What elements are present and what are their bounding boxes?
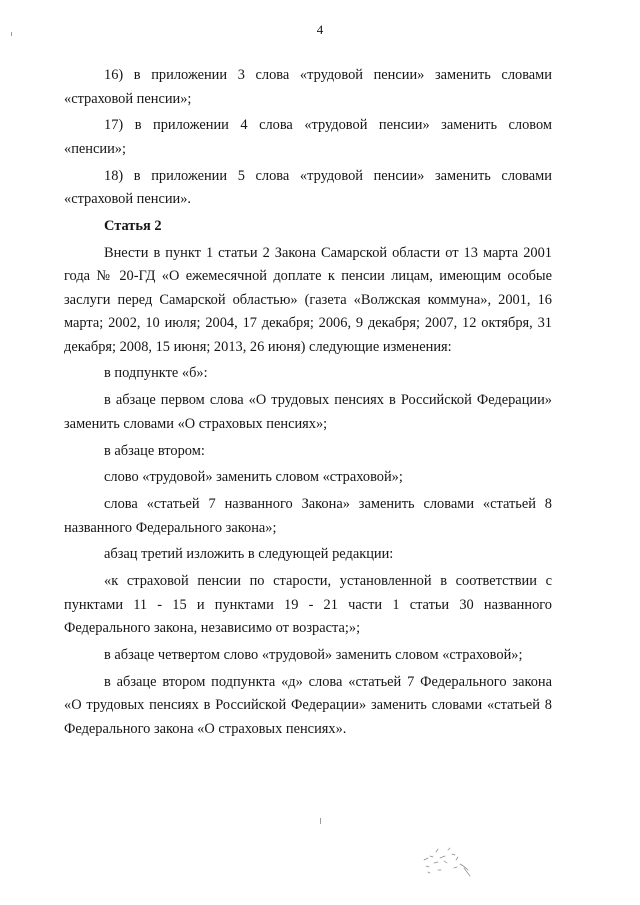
- paragraph-item-17: 17) в приложении 4 слова «трудовой пенсии» заменить словом «пенсии»;: [64, 117, 552, 157]
- paragraph-amendment-intro: Внести в пункт 1 статьи 2 Закона Самарской области от 13 марта 2001 года № 20-ГД «О ежемесячной доплате к пенсии лицам, имеющим особые заслуги перед Самарской областью» (газета «Волжская коммуна», 2001, 16 марта; 2002, 10 июля; 2004, 17 декабря; 2006, 9 декабря; 2007, 12 октября, 31 декабря; 2008, 15 июня; 2013, 26 июня) следующие изменения:: [64, 244, 552, 355]
- paragraph-second-abzac: в абзаце втором:: [104, 442, 205, 459]
- page-number: 4: [316, 22, 324, 37]
- paragraph-quoted-text: «к страховой пенсии по старости, установленной в соответствии с пунктами 11 - 15 и пунктами 19 - 21 части 1 статьи 30 названного Федерального закона, независимо от возраста;»;: [64, 573, 552, 637]
- document-body: [64, 64, 552, 745]
- pen-scribble-mark: [414, 838, 484, 888]
- paragraph-word-replace: слово «трудовой» заменить словом «страховой»;: [104, 469, 403, 486]
- paragraph-item-18: 18) в приложении 5 слова «трудовой пенсии» заменить словами «страховой пенсии».: [64, 167, 552, 208]
- paragraph-item-16: 16) в приложении 3 слова «трудовой пенсии» заменить словами «страховой пенсии»;: [64, 67, 552, 107]
- paragraph-words-replace: слова «статьей 7 названного Закона» заменить словами «статьей 8 названного Федерального закона»;: [64, 496, 552, 536]
- paragraph-first-abzac: в абзаце первом слова «О трудовых пенсиях в Российской Федерации» заменить словами «О страховых пенсиях»;: [64, 392, 552, 432]
- article-heading: Статья 2: [104, 217, 162, 234]
- paragraph-third-abzac: абзац третий изложить в следующей редакции:: [104, 546, 394, 563]
- paragraph-fourth-abzac: в абзаце четвертом слово «трудовой» заменить словом «страховой»;: [104, 647, 523, 664]
- paragraph-subitem-d: в абзаце втором подпункта «д» слова «статьей 7 Федерального закона «О трудовых пенсиях в Российской Федерации» заменить словами «статьей 8 Федерального закона «О страховых пенсиях».: [64, 673, 552, 737]
- paragraph-subitem-b: в подпункте «б»:: [104, 365, 208, 382]
- scan-speck: [320, 818, 321, 824]
